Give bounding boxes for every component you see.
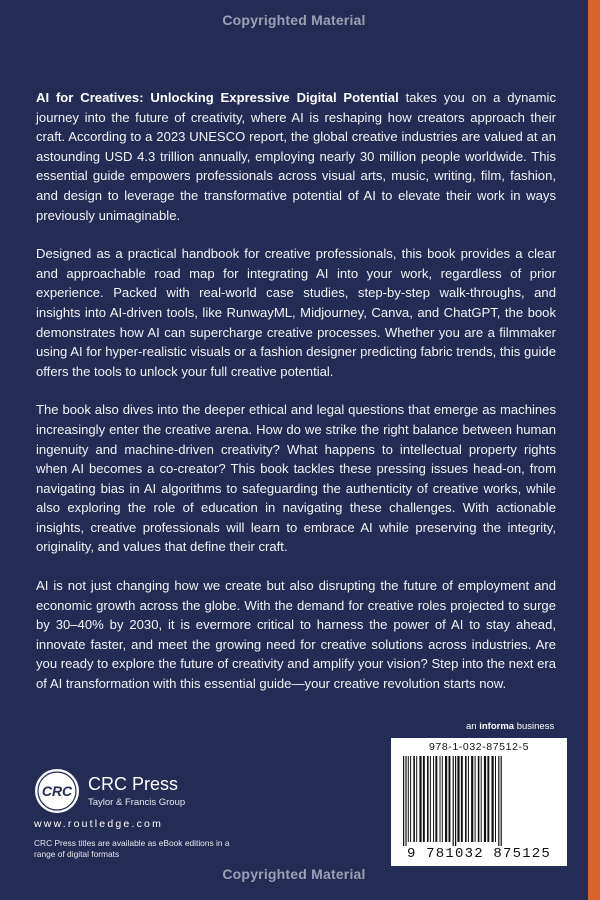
- blurb-paragraph-1-text: takes you on a dynamic journey into the future of creativity, where AI is reshaping how creators approach their craft. According to a 2023 UNESCO report, the global creative industries are valued at an astounding USD 4.3 trillion annually, employing nearly 30 million people worldwide. This essential guide empowers professionals across visual arts, music, writing, film, fashion, and design to leverage the transformative potential of AI to elevate their work in ways previously unimaginable.: [36, 90, 556, 223]
- blurb-paragraph-1: [36, 88, 556, 225]
- informa-prefix: an: [466, 721, 480, 732]
- blurb-paragraph-3: The book also dives into the deeper ethical and legal questions that emerge as machines increasingly enter the creative arena. How do we strike the right balance between human ingenuity and machine-driven creativity? What happens to intellectual property rights when AI becomes a co-creator? This book tackles these pressing issues head-on, from navigating bias in AI algorithms to safeguarding the authenticity of creative works, while also exploring the role of education in navigating these challenges. With actionable insights, creative professionals will learn to embrace AI while preserving the integrity, originality, and values that define their craft.: [36, 402, 556, 555]
- orange-spine-strip: [588, 0, 600, 900]
- back-cover-blurb: [36, 88, 556, 713]
- watermark-bottom: Copyrighted Material: [222, 866, 366, 882]
- publisher-website[interactable]: www.routledge.com: [34, 818, 164, 830]
- isbn-label: 978-1-032-87512-5: [428, 741, 530, 753]
- ean-digits: 9 781032 875125: [406, 846, 552, 862]
- publisher-name: CRC Press: [88, 774, 179, 794]
- isbn-barcode-box: [391, 738, 567, 866]
- svg-text:CRC: CRC: [41, 783, 73, 799]
- blurb-paragraph-4: AI is not just changing how we create but also disrupting the future of employment and economic growth across the globe. With the demand for creative roles projected to surge by 30–40% by 2030, it is evermore critical to harness the power of AI to stay ahead, innovate faster, and meet the growing need for creative solutions across industries. Are you ready to explore the future of creativity and amplify your vision? Step into the next era of AI transformation with this essential guide—your creative revolution starts now.: [36, 578, 556, 692]
- informa-brand: informa: [479, 721, 515, 732]
- barcode-icon: [401, 756, 557, 848]
- crc-press-logo-icon: [34, 768, 80, 814]
- blurb-paragraph-2: Designed as a practical handbook for creative professionals, this book provides a clear and approachable road map for integrating AI into your work, regardless of prior experience. Packed with real-world case studies, step-by-step walk-throughs, and insights into AI-driven tools, like RunwayML, Midjourney, Canva, and ChatGPT, the book demonstrates how AI can supercharge creative processes. Whether you are a filmmaker using AI for hyper-realistic visuals or a fashion designer predicting fabric trends, this guide offers the tools to unlock your full creative potential.: [36, 246, 556, 379]
- watermark-top: Copyrighted Material: [222, 12, 366, 28]
- informa-suffix: business: [514, 721, 555, 732]
- book-title-lead: AI for Creatives: Unlocking Expressive Digital Potential: [36, 90, 399, 105]
- publisher-group: Taylor & Francis Group: [88, 797, 186, 808]
- informa-tagline: [466, 721, 554, 732]
- ebook-availability-note: CRC Press titles are available as eBook editions in a range of digital formats: [34, 838, 230, 859]
